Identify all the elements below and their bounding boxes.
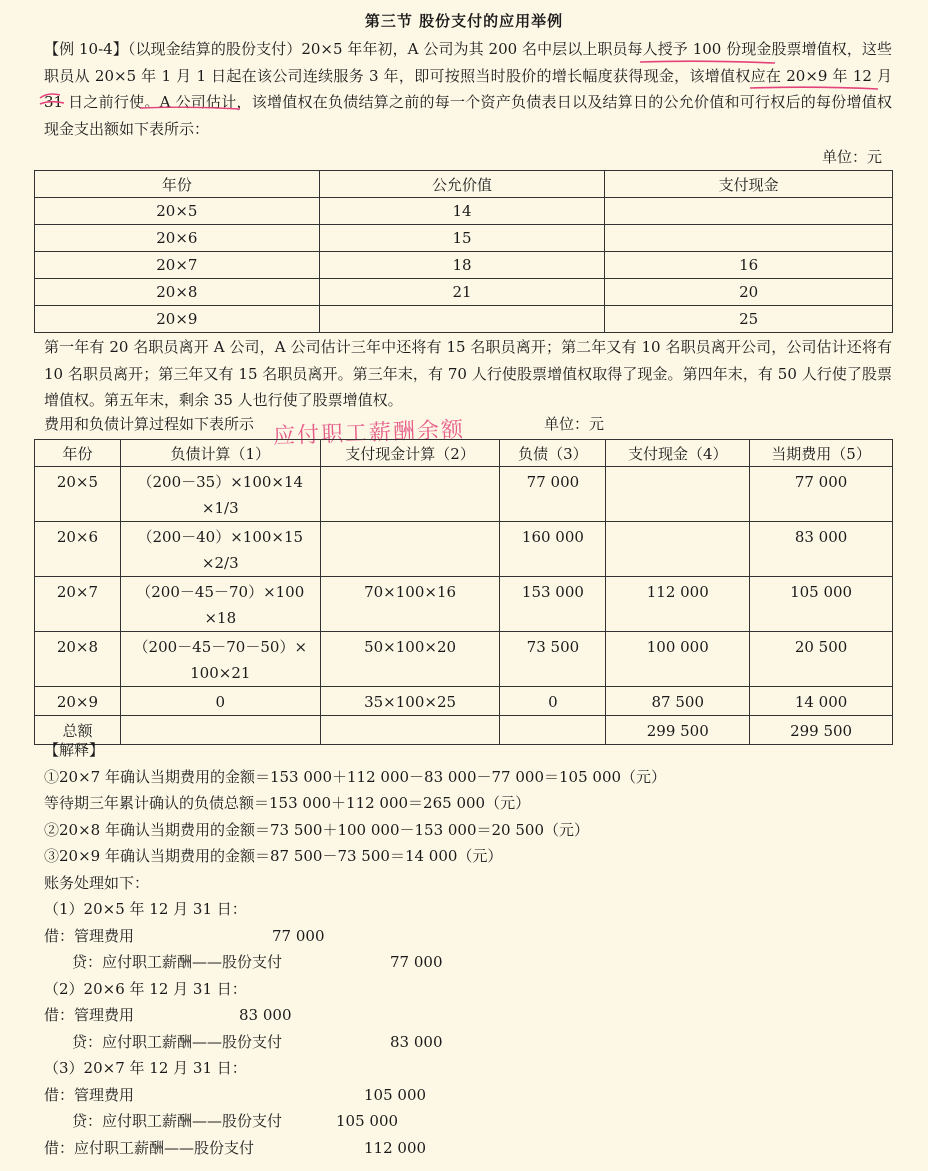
table-cell: 20×6 — [35, 522, 121, 577]
debit-text: 借：应付职工薪酬——股份支付 — [44, 1138, 255, 1157]
leave-paragraph: 第一年有 20 名职员离开 A 公司，A 公司估计三年中还将有 15 名职员离开；第二年又有 10 名职员离开公司，公司估计还将有 10 名职员离开；第三年又有 15 名职员离开。第三年末，有 70 人行使股票增值权取得了现金。第四年末，有 50 人行使了股票增值权。第五年末，剩余 35 人也行使了股票增值权。 — [44, 338, 892, 409]
table-cell: 20×7 — [35, 577, 121, 632]
table-header-row — [35, 440, 893, 467]
table-row — [35, 198, 893, 225]
process-label: 费用和负债计算过程如下表所示 — [44, 415, 255, 433]
debit-text: 借：管理费用 — [44, 1085, 135, 1104]
explain-line: ②20×8 年确认当期费用的金额＝73 500＋100 000－153 000＝20 500（元） — [44, 820, 589, 839]
table-row — [35, 687, 893, 716]
table-row — [35, 577, 893, 632]
table-cell — [606, 467, 750, 522]
table-cell — [606, 522, 750, 577]
table-row — [35, 225, 893, 252]
liability-calc-table — [34, 439, 893, 745]
section-title: 第三节 股份支付的应用举例 — [364, 12, 564, 30]
credit-text: 贷：应付职工薪酬——股份支付 — [72, 1112, 283, 1130]
table-cell: 25 — [605, 306, 893, 333]
explain-line: 账务处理如下： — [44, 873, 150, 892]
example-paragraph: 【例 10-4】（以现金结算的股份支付）20×5 年年初，A 公司为其 200 名中层以上职员每人授予 100 份现金股票增值权，这些职员从 20×5 年 1 月 1 日起在该公司连续服务 3 年，即可按照当时股价的增长幅度获得现金，该增值权应在 20×9 年 12 月 31 日之前行使。A 公司估计，该增值权在负债结算之前的每一个资产负债表日以及结算日的公允价值和可行权后的每份增值权现金支出额如下表所示： — [44, 40, 892, 138]
table-cell: 160 000 — [500, 522, 606, 577]
table-cell: 299 500 — [606, 716, 750, 745]
table-row — [35, 632, 893, 687]
col-header: 公允价值 — [319, 171, 605, 198]
table-cell: 20×5 — [35, 198, 320, 225]
table-cell: 100 000 — [606, 632, 750, 687]
table-row — [35, 306, 893, 333]
entry-date: （2）20×6 年 12 月 31 日： — [44, 979, 247, 998]
table-row — [35, 522, 893, 577]
table-cell: 20×5 — [35, 467, 121, 522]
table-cell: 总额 — [35, 716, 121, 745]
entry-credit — [44, 949, 904, 976]
table-cell: 83 000 — [750, 522, 893, 577]
table-cell: 20 — [605, 279, 893, 306]
table-cell: （200－35）×100×14 ×1/3 — [120, 467, 320, 522]
explain-line: 等待期三年累计确认的负债总额＝153 000＋112 000＝265 000（元） — [44, 794, 531, 812]
fair-value-table — [34, 170, 893, 333]
table-cell: （200－40）×100×15 ×2/3 — [120, 522, 320, 577]
table-cell: 20×9 — [35, 687, 121, 716]
entry-date: （1）20×5 年 12 月 31 日： — [44, 900, 247, 918]
entry-debit — [44, 1082, 904, 1109]
col-header: 当期费用（5） — [750, 440, 893, 467]
entry-credit — [44, 1029, 904, 1056]
table-cell: 16 — [605, 252, 893, 279]
explanation-block — [44, 737, 904, 1161]
entry-debit — [44, 1135, 904, 1162]
credit-text: 贷：应付职工薪酬——股份支付 — [72, 1032, 283, 1051]
explain-heading: 【解释】 — [44, 741, 105, 759]
entry-credit — [44, 1108, 904, 1135]
table-cell: 0 — [120, 687, 320, 716]
table-cell — [605, 225, 893, 252]
table-cell: 105 000 — [750, 577, 893, 632]
explain-line: ①20×7 年确认当期费用的金额＝153 000＋112 000－83 000－77 000＝105 000（元） — [44, 767, 667, 786]
table-cell: 18 — [319, 252, 605, 279]
debit-amount: 83 000 — [239, 1006, 292, 1024]
col-header: 支付现金 — [605, 171, 893, 198]
col-header: 负债（3） — [500, 440, 606, 467]
table-cell: 20 500 — [750, 632, 893, 687]
table-cell: 73 500 — [500, 632, 606, 687]
table-cell: 20×8 — [35, 632, 121, 687]
table-cell — [320, 467, 500, 522]
debit-amount: 77 000 — [272, 926, 325, 945]
debit-amount: 112 000 — [364, 1138, 427, 1157]
table-cell: 21 — [319, 279, 605, 306]
credit-amount: 105 000 — [336, 1112, 399, 1130]
explain-line: ③20×9 年确认当期费用的金额＝87 500－73 500＝14 000（元） — [44, 847, 503, 865]
debit-text: 借：管理费用 — [44, 926, 135, 945]
debit-text: 借：管理费用 — [44, 1006, 135, 1024]
entry-debit — [44, 1002, 904, 1029]
table-row — [35, 252, 893, 279]
col-header: 年份 — [35, 440, 121, 467]
debit-amount: 105 000 — [364, 1085, 427, 1104]
table-header-row — [35, 171, 893, 198]
table-cell: 87 500 — [606, 687, 750, 716]
col-header: 支付现金（4） — [606, 440, 750, 467]
table-cell: 20×8 — [35, 279, 320, 306]
table-cell: 35×100×25 — [320, 687, 500, 716]
table-cell: 77 000 — [750, 467, 893, 522]
annotation-underline — [0, 0, 928, 120]
process-unit: 单位：元 — [544, 415, 605, 433]
table-cell: 0 — [500, 687, 606, 716]
credit-amount: 83 000 — [390, 1032, 443, 1051]
handwritten-note: 应付职工薪酬余额 — [272, 417, 466, 450]
entry-debit — [44, 923, 904, 950]
table-cell: 20×6 — [35, 225, 320, 252]
credit-text: 贷：应付职工薪酬——股份支付 — [72, 953, 283, 971]
table-cell: 14 000 — [750, 687, 893, 716]
table-cell: （200－45－70－50）× 100×21 — [120, 632, 320, 687]
table-cell — [320, 522, 500, 577]
table-cell: 50×100×20 — [320, 632, 500, 687]
entry-date: （3）20×7 年 12 月 31 日： — [44, 1059, 247, 1077]
table-cell: （200－45－70）×100 ×18 — [120, 577, 320, 632]
table-cell: 70×100×16 — [320, 577, 500, 632]
col-header: 支付现金计算（2） — [320, 440, 500, 467]
table-cell: 20×7 — [35, 252, 320, 279]
table-cell — [319, 306, 605, 333]
unit-label: 单位：元 — [821, 148, 882, 166]
col-header: 负债计算（1） — [120, 440, 320, 467]
table-cell: 112 000 — [606, 577, 750, 632]
table-cell — [605, 198, 893, 225]
table-row — [35, 467, 893, 522]
table-cell: 20×9 — [35, 306, 320, 333]
credit-amount: 77 000 — [390, 953, 443, 971]
col-header: 年份 — [35, 171, 320, 198]
table-cell: 15 — [319, 225, 605, 252]
table-cell: 299 500 — [750, 716, 893, 745]
table-row — [35, 279, 893, 306]
table-cell: 14 — [319, 198, 605, 225]
table-cell: 77 000 — [500, 467, 606, 522]
table-cell: 153 000 — [500, 577, 606, 632]
